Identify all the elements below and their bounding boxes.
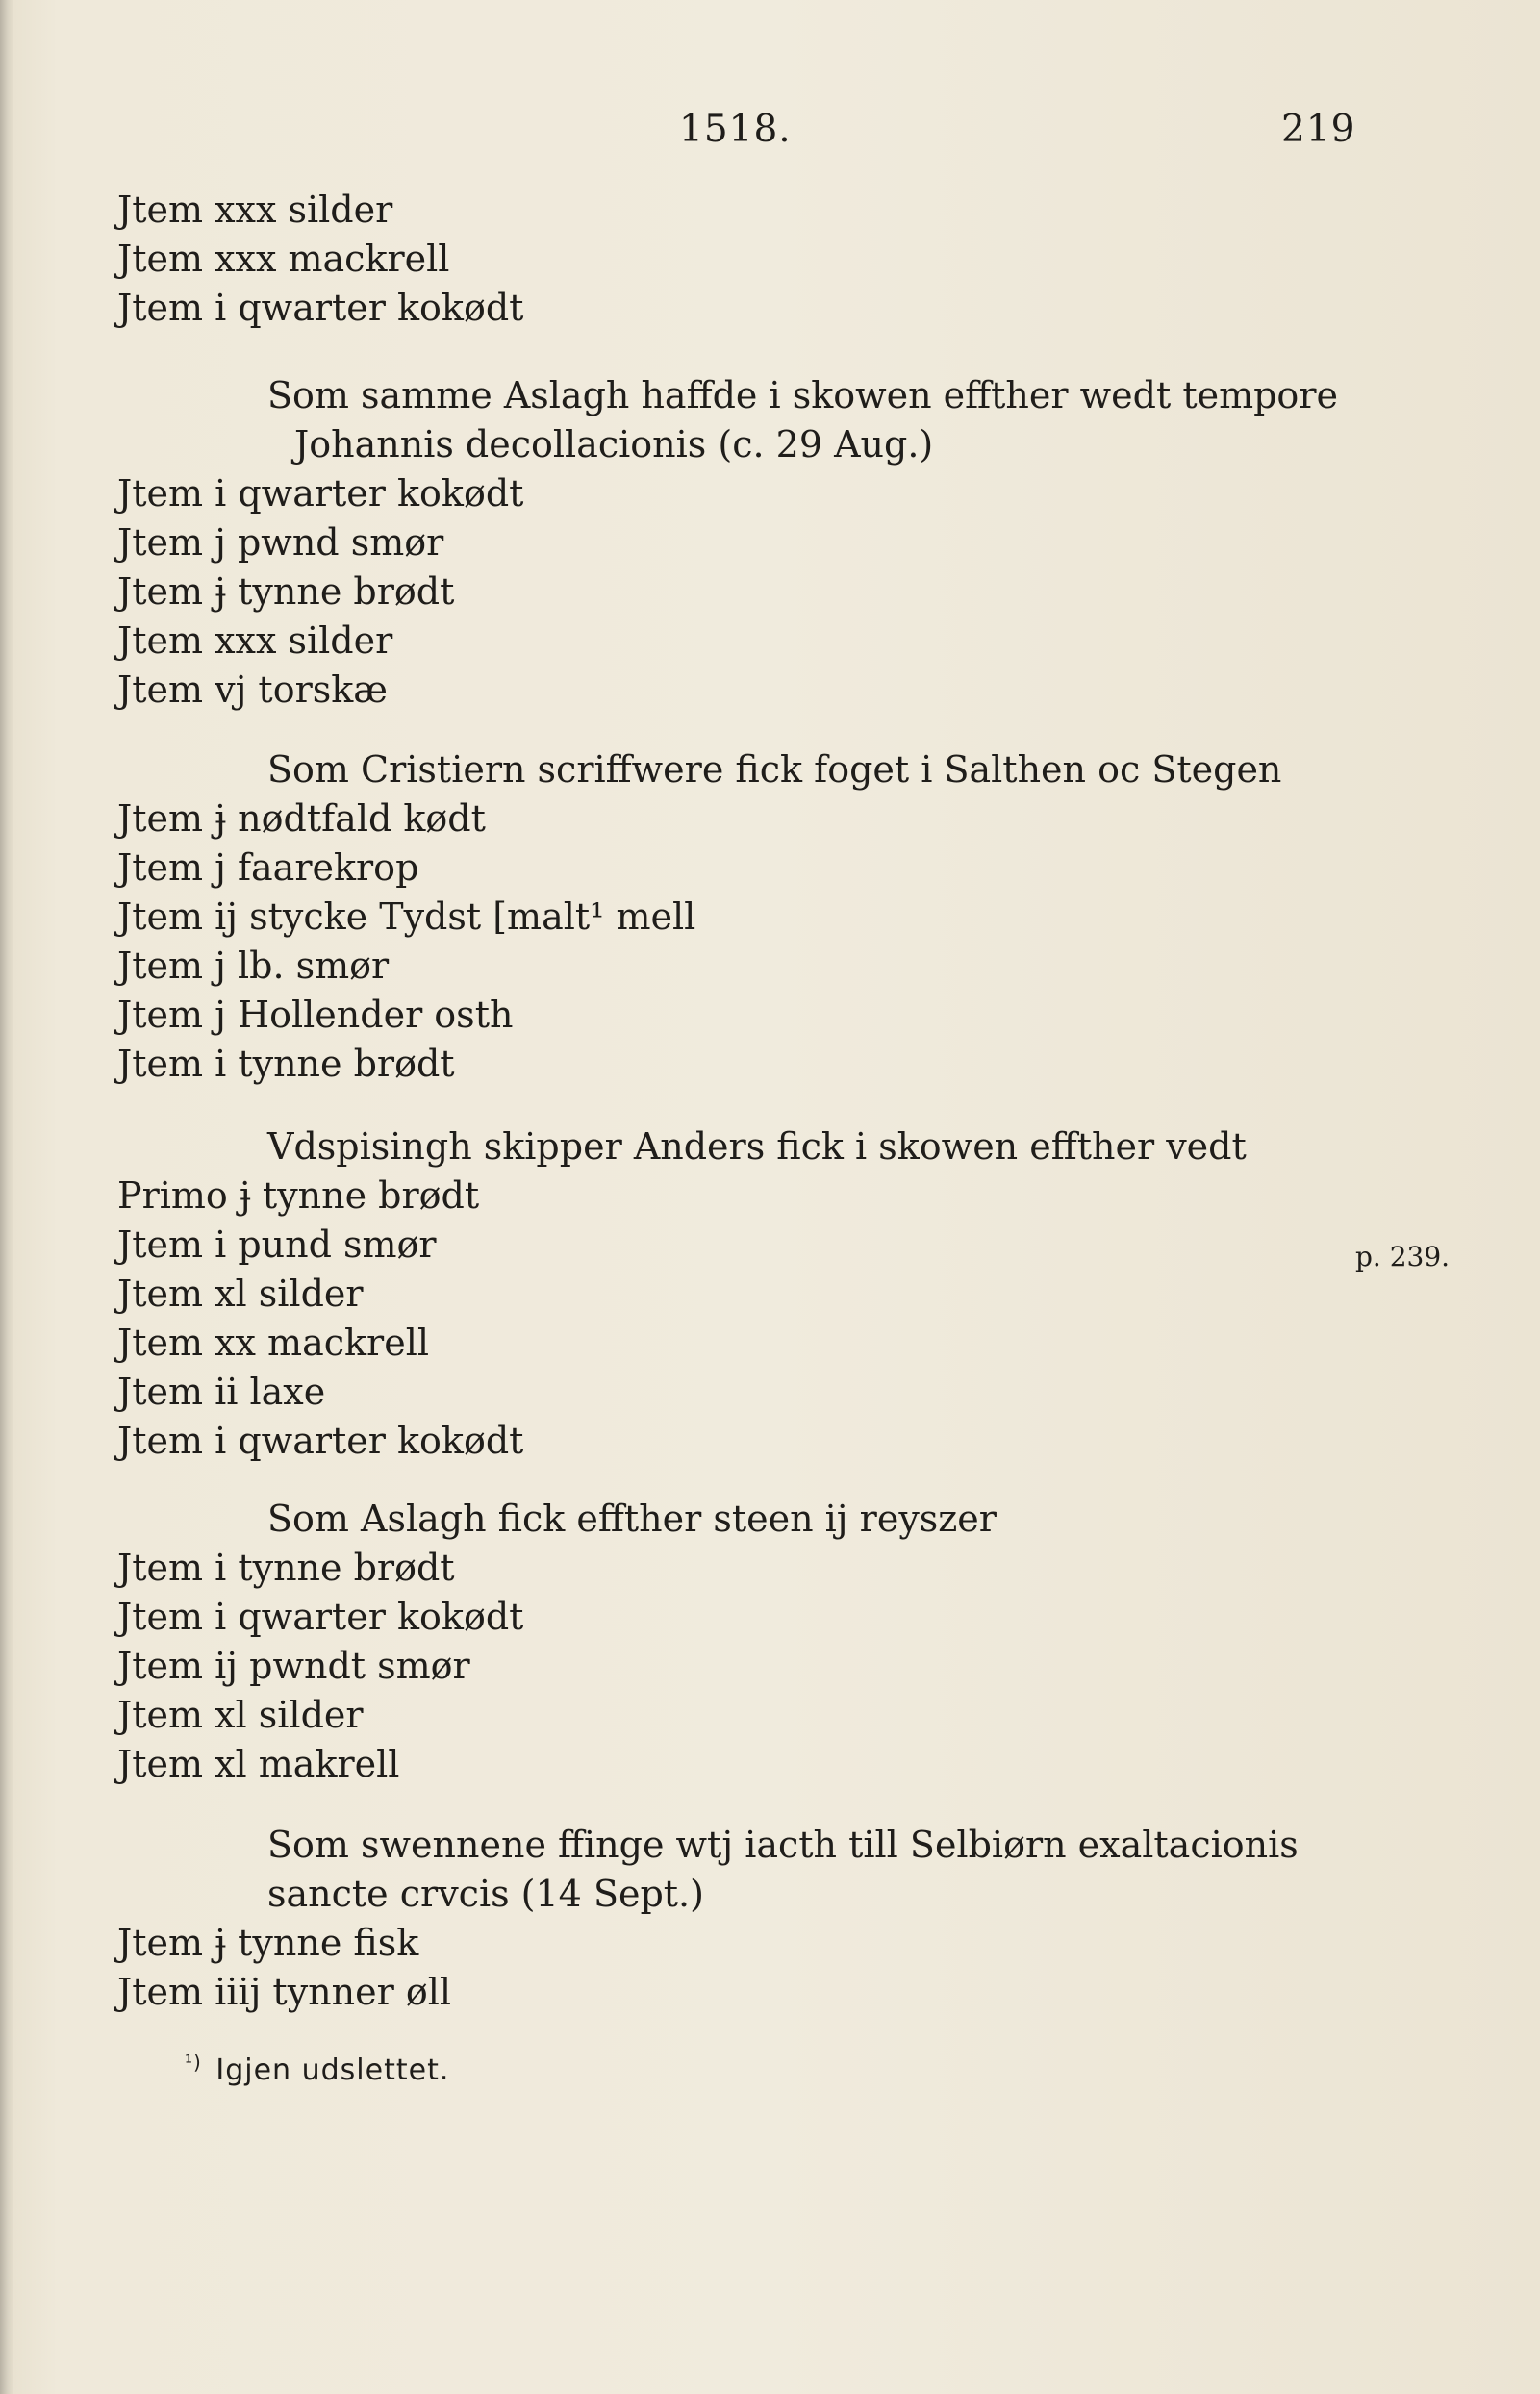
text-line: Jtem xxx silder — [117, 189, 393, 231]
footnote — [185, 2051, 449, 2087]
text-line: Jtem iiij tynner øll — [117, 1971, 452, 2013]
text-line: Jtem i tynne brødt — [117, 1547, 455, 1589]
section-heading: Som Aslagh fick effther steen ij reyszer — [267, 1498, 997, 1540]
text-line: Jtem i tynne brødt — [117, 1043, 455, 1085]
page-number: 219 — [1281, 108, 1356, 151]
text-line: Jtem ij pwndt smør — [117, 1645, 470, 1687]
text-line: Jtem j Hollender osth — [117, 994, 514, 1036]
section-heading: Som Cristiern scriffwere fick foget i Salthen oc Stegen — [267, 748, 1282, 791]
text-line: Jtem j faarekrop — [117, 846, 419, 889]
text-line: Jtem i qwarter kokødt — [117, 472, 524, 515]
text-line: Jtem ɉ tynne brødt — [117, 570, 455, 613]
text-line: Jtem xl makrell — [117, 1743, 400, 1785]
text-line: Jtem j lb. smør — [117, 945, 390, 987]
text-line: Jtem xl silder — [117, 1694, 364, 1736]
text-line: Jtem xx mackrell — [117, 1322, 430, 1364]
text-line: Jtem j pwnd smør — [117, 521, 444, 564]
text-line: Jtem ɉ tynne fisk — [117, 1922, 419, 1964]
text-line: Jtem i qwarter kokødt — [117, 287, 524, 329]
text-line: Jtem i qwarter kokødt — [117, 1420, 524, 1462]
text-line: Primo ɉ tynne brødt — [117, 1174, 480, 1217]
text-line: Jtem i qwarter kokødt — [117, 1596, 524, 1638]
footnote-mark: ¹) — [185, 2051, 202, 2074]
section-heading-continuation: Johannis decollacionis (c. 29 Aug.) — [294, 423, 934, 466]
text-line: Jtem ij stycke Tydst [malt¹ mell — [117, 895, 696, 938]
section-heading: Som samme Aslagh haffde i skowen effther wedt tempore — [267, 374, 1338, 416]
text-line: Jtem ɉ nødtfald kødt — [117, 797, 486, 840]
section-heading-continuation: sancte crvcis (14 Sept.) — [267, 1873, 704, 1915]
margin-page-reference: p. 239. — [1355, 1241, 1451, 1273]
text-line: Jtem ii laxe — [117, 1371, 326, 1413]
text-line: Jtem vj torskæ — [117, 668, 388, 711]
text-line: Jtem xxx mackrell — [117, 238, 450, 280]
text-line: Jtem i pund smør — [117, 1223, 437, 1266]
section-heading: Som swennene ffinge wtj iacth till Selbiørn exaltacionis — [267, 1824, 1299, 1866]
text-line: Jtem xxx silder — [117, 619, 393, 662]
running-year: 1518. — [679, 108, 792, 151]
text-line: Jtem xl silder — [117, 1273, 364, 1315]
section-heading: Vdspisingh skipper Anders fick i skowen effther vedt — [267, 1125, 1247, 1168]
footnote-text: Igjen udslettet. — [215, 2054, 450, 2087]
